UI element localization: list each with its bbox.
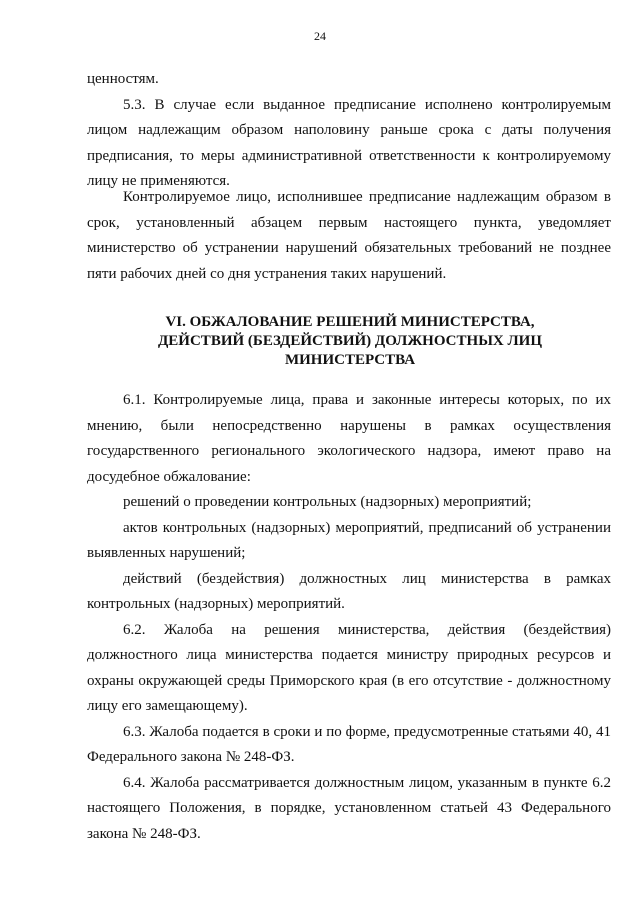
- section-heading: [130, 313, 570, 370]
- list-item-decisions: решений о проведении контрольных (надзорных) мероприятий;: [123, 494, 532, 510]
- section-5-text-2: [87, 185, 611, 287]
- paragraph-6-2: 6.2. Жалоба на решения министерства, действия (бездействия) должностного лица министерства подается министру природных ресурсов и охраны окружающей среды Приморского края (в его отсутствие - должностному лицу его замещающему).: [87, 621, 611, 714]
- paragraph-5-3: 5.3. В случае если выданное предписание исполнено контролируемым лицом надлежащим образом наполовину раньше срока с даты получения предписания, то меры административной ответственности к контролируемому лицу не применяются.: [87, 96, 611, 189]
- section-6-text: [87, 388, 611, 847]
- paragraph-notification: Контролируемое лицо, исполнившее предписание надлежащим образом в срок, установленный абзацем первым настоящего пункта, уведомляет министерство об устранении нарушений обязательных требований не позднее пяти рабочих дней со дня устранения таких нарушений.: [87, 189, 611, 282]
- section-5-text: [87, 67, 611, 195]
- paragraph-continuation: ценностям.: [87, 71, 159, 87]
- list-item-actions: действий (бездействия) должностных лиц министерства в рамках контрольных (надзорных) мероприятий.: [87, 570, 611, 612]
- paragraph-6-1: 6.1. Контролируемые лица, права и законные интересы которых, по их мнению, были непосредственно нарушены в рамках осуществления государственного регионального экологического надзора, имеют право на досудебное обжалование:: [87, 392, 611, 485]
- list-item-acts: актов контрольных (надзорных) мероприятий, предписаний об устранении выявленных нарушений;: [87, 519, 611, 561]
- paragraph-6-3: 6.3. Жалоба подается в сроки и по форме, предусмотренные статьями 40, 41 Федерального закона № 248-ФЗ.: [87, 723, 611, 765]
- paragraph-6-4: 6.4. Жалоба рассматривается должностным лицом, указанным в пункте 6.2 настоящего Положения, в порядке, установленном статьей 43 Федерального закона № 248-ФЗ.: [87, 774, 611, 842]
- page-number: 24: [314, 29, 326, 43]
- section-title: VI. ОБЖАЛОВАНИЕ РЕШЕНИЙ МИНИСТЕРСТВА, ДЕЙСТВИЙ (БЕЗДЕЙСТВИЙ) ДОЛЖНОСТНЫХ ЛИЦ МИНИСТЕРСТВА: [157, 314, 543, 368]
